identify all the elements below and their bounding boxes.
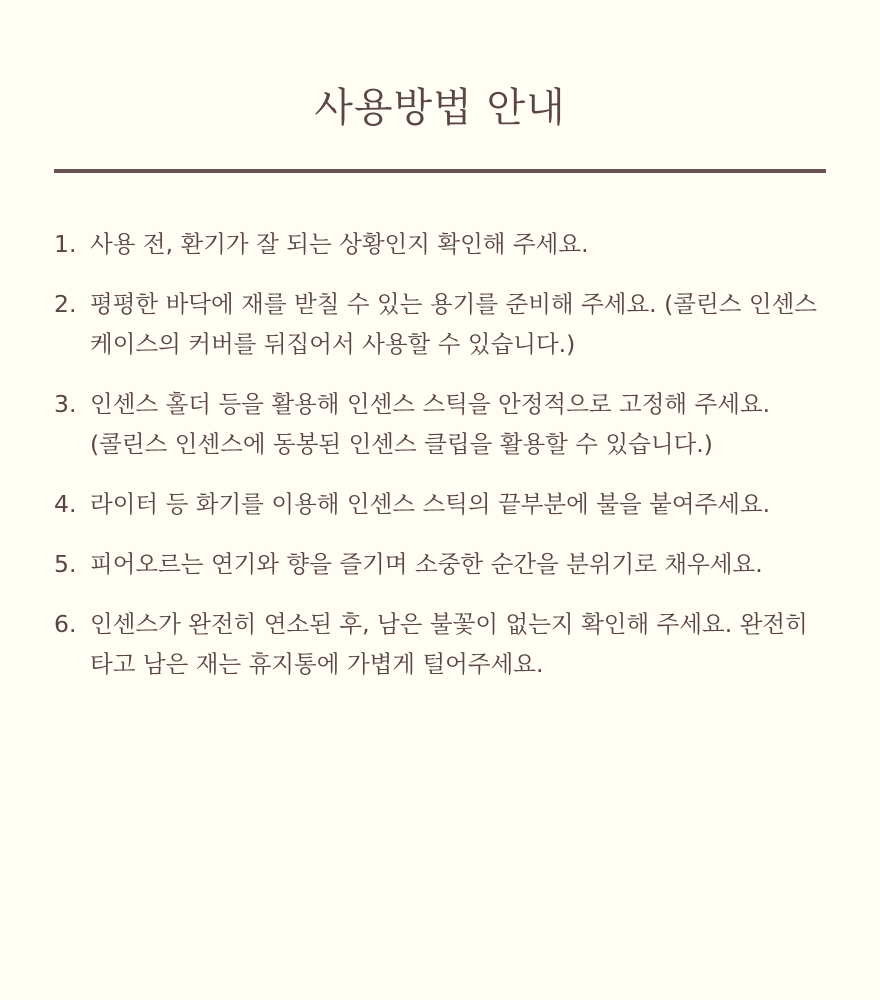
- step-text: 평평한 바닥에 재를 받칠 수 있는 용기를 준비해 주세요. (콜린스 인센스 케이스의 커버를 뒤집어서 사용할 수 있습니다.): [90, 290, 817, 358]
- step-text: 라이터 등 화기를 이용해 인센스 스틱의 끝부분에 불을 붙여주세요.: [90, 490, 771, 518]
- instruction-step-1: [54, 224, 826, 264]
- step-number: 1.: [54, 230, 77, 258]
- step-text: 인센스 홀더 등을 활용해 인센스 스틱을 안정적으로 고정해 주세요. (콜린스 인센스에 동봉된 인센스 클립을 활용할 수 있습니다.): [90, 390, 771, 458]
- instruction-step-4: [54, 484, 826, 524]
- step-number: 3.: [54, 390, 77, 418]
- step-text: 사용 전, 환기가 잘 되는 상황인지 확인해 주세요.: [90, 230, 589, 258]
- page-title: 사용방법 안내: [314, 85, 566, 131]
- instruction-step-3: [54, 384, 826, 464]
- title-divider: [54, 169, 826, 173]
- step-number: 6.: [54, 610, 77, 638]
- step-number: 2.: [54, 290, 77, 318]
- instruction-step-2: [54, 284, 826, 364]
- instruction-step-6: [54, 604, 826, 684]
- instruction-step-5: [54, 544, 826, 584]
- step-text: 인센스가 완전히 연소된 후, 남은 불꽃이 없는지 확인해 주세요. 완전히 타고 남은 재는 휴지통에 가볍게 털어주세요.: [90, 610, 808, 678]
- step-number: 4.: [54, 490, 77, 518]
- step-text: 피어오르는 연기와 향을 즐기며 소중한 순간을 분위기로 채우세요.: [90, 550, 763, 578]
- instruction-list: [54, 224, 826, 704]
- step-number: 5.: [54, 550, 77, 578]
